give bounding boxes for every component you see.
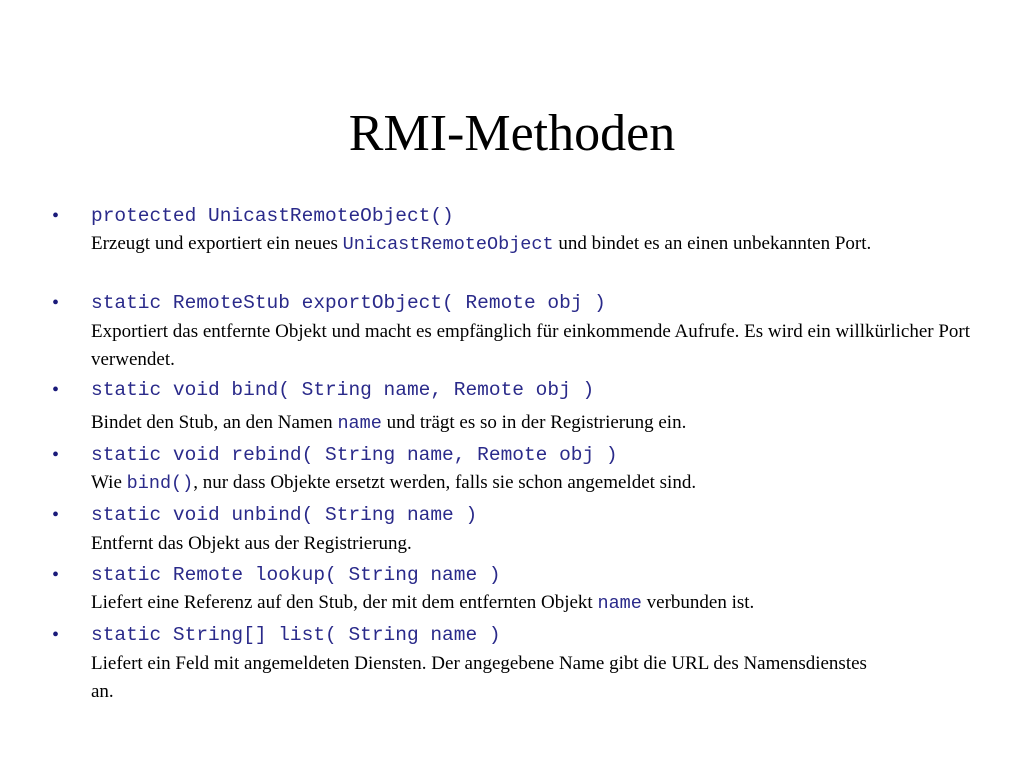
method-description xyxy=(91,469,971,498)
bullet-icon: • xyxy=(52,379,60,401)
method-signature: static void rebind( String name, Remote obj ) xyxy=(91,444,618,466)
method-description: Entfernt das Objekt aus der Registrierung. xyxy=(91,533,412,554)
description-text: Bindet den Stub, an den Namen xyxy=(91,412,338,433)
inline-code: bind() xyxy=(126,473,194,494)
bullet-icon: • xyxy=(52,564,60,586)
bullet-icon: • xyxy=(52,504,60,526)
bullet-icon: • xyxy=(52,444,60,466)
inline-code: name xyxy=(597,593,642,614)
method-description xyxy=(91,409,971,438)
method-description xyxy=(91,589,971,618)
method-signature: static RemoteStub exportObject( Remote obj ) xyxy=(91,292,606,314)
description-text: , nur dass Objekte ersetzt werden, falls sie schon angemeldet sind. xyxy=(193,472,697,493)
description-text: Wie xyxy=(91,472,127,493)
slide-title: RMI-Methoden xyxy=(348,105,676,162)
bullet-icon: • xyxy=(52,292,60,314)
description-text: und bindet es an einen unbekannten Port. xyxy=(553,233,872,254)
description-text: Liefert eine Referenz auf den Stub, der mit dem entfernten Objekt xyxy=(91,592,598,613)
bullet-icon: • xyxy=(52,205,60,227)
description-text: Erzeugt und exportiert ein neues xyxy=(91,233,343,254)
bullet-icon: • xyxy=(52,624,60,646)
method-signature: protected UnicastRemoteObject() xyxy=(91,205,454,227)
method-signature: static String[] list( String name ) xyxy=(91,624,501,646)
inline-code: name xyxy=(337,413,382,434)
method-description xyxy=(91,230,971,259)
description-text: verbunden ist. xyxy=(641,592,755,613)
method-signature: static void bind( String name, Remote obj ) xyxy=(91,379,595,401)
method-description: Exportiert das entfernte Objekt und macht es empfänglich für einkommende Aufrufe. Es wird ein willkürlicher Port verwendet. xyxy=(91,321,971,370)
method-description: Liefert ein Feld mit angemeldeten Diensten. Der angegebene Name gibt die URL des Namensdienstes an. xyxy=(91,653,867,702)
method-signature: static void unbind( String name ) xyxy=(91,504,478,526)
inline-code: UnicastRemoteObject xyxy=(342,234,554,255)
method-signature: static Remote lookup( String name ) xyxy=(91,564,501,586)
description-text: und trägt es so in der Registrierung ein. xyxy=(381,412,687,433)
